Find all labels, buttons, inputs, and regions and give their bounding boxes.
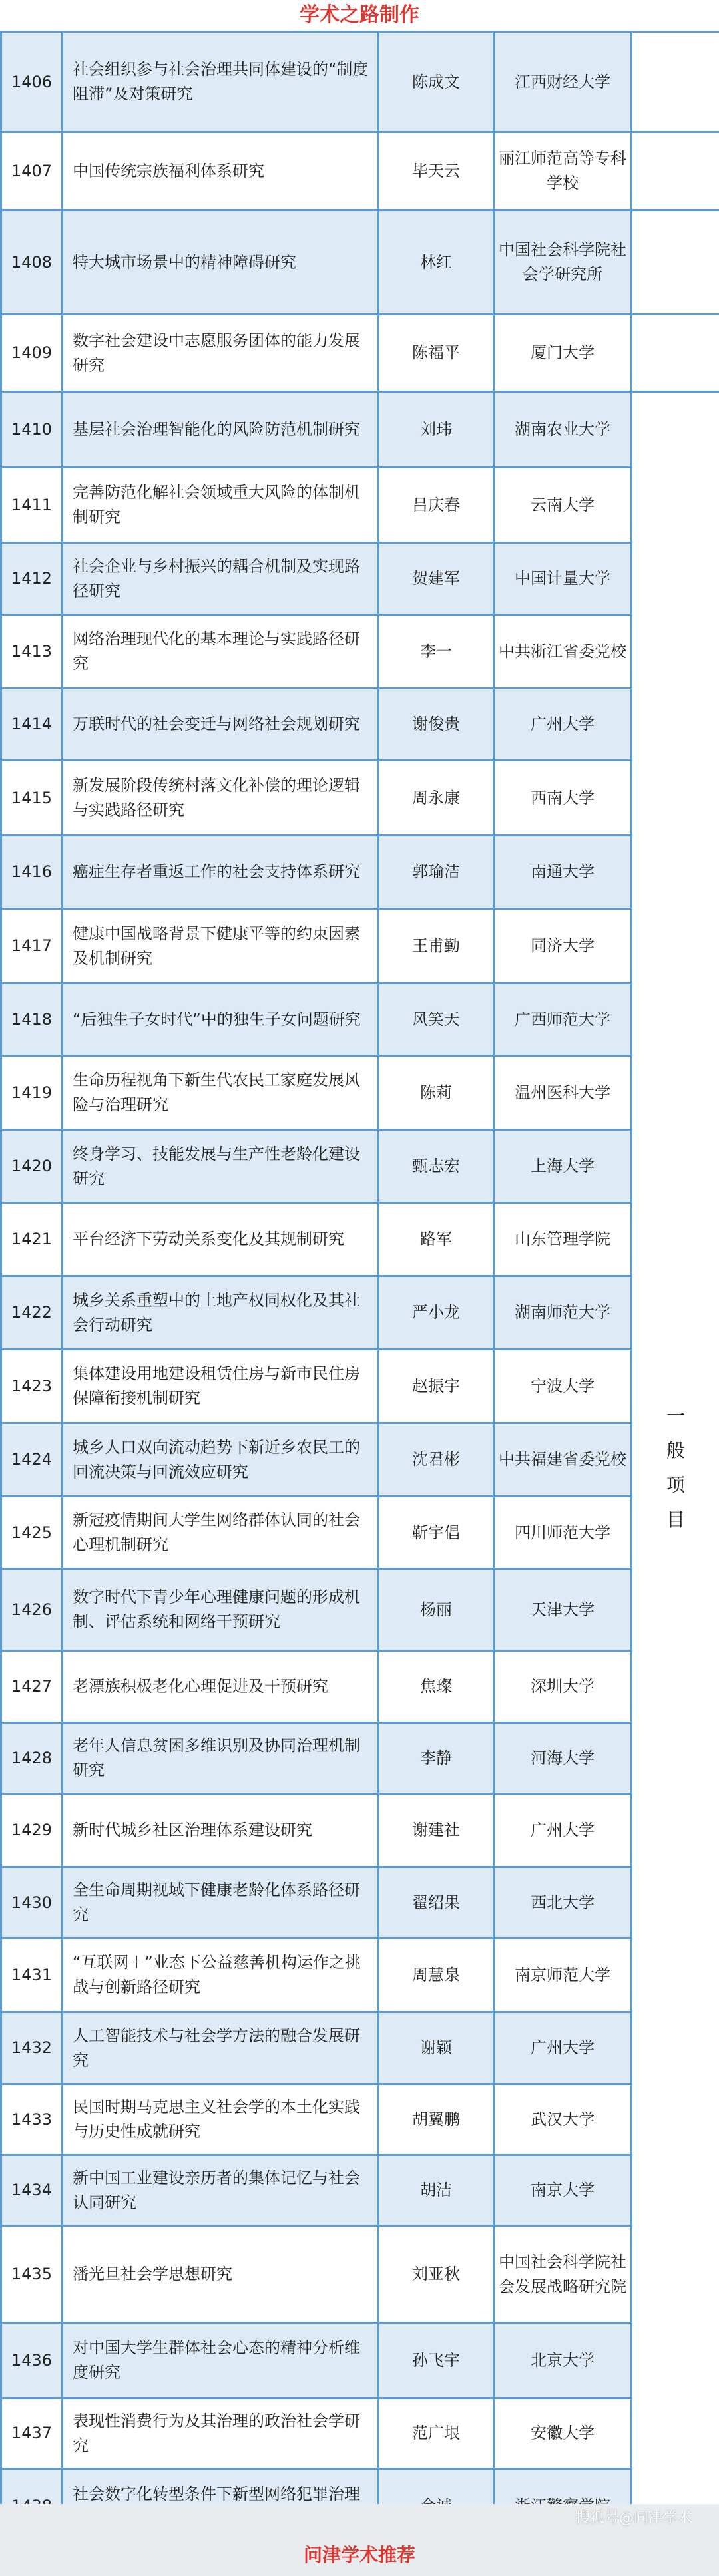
table-row: [1, 2155, 719, 2226]
principal-name: 李静: [379, 1723, 494, 1794]
table-row: [1, 468, 719, 543]
table-row: [1, 1723, 719, 1794]
institution: 中共浙江省委党校: [494, 615, 632, 689]
project-title: 社会企业与乡村振兴的耦合机制及实现路径研究: [63, 543, 379, 615]
institution: 中国计量大学: [494, 543, 632, 615]
project-title: “互联网＋”业态下公益慈善机构运作之挑战与创新路径研究: [63, 1938, 379, 2012]
principal-name: 胡洁: [379, 2155, 494, 2226]
project-id: 1411: [1, 468, 63, 543]
principal-name: 谢颖: [379, 2012, 494, 2084]
table-row: [1, 1350, 719, 1423]
table-row: [1, 1569, 719, 1651]
footer-title: 问津学术推荐: [303, 2544, 415, 2566]
table-row: [1, 984, 719, 1056]
table-row: [1, 1497, 719, 1569]
project-title: 癌症生存者重返工作的社会支持体系研究: [63, 836, 379, 909]
project-id: 1407: [1, 132, 63, 210]
table-row: [1, 2323, 719, 2398]
project-id: 1428: [1, 1723, 63, 1794]
principal-name: 翟绍果: [379, 1867, 494, 1938]
principal-name: 沈君彬: [379, 1423, 494, 1497]
principal-name: 靳宇倡: [379, 1497, 494, 1569]
principal-name: 胡翼鹏: [379, 2084, 494, 2155]
project-id: 1433: [1, 2084, 63, 2155]
category-cell: [632, 392, 719, 2545]
project-id: 1421: [1, 1203, 63, 1276]
principal-name: 路军: [379, 1203, 494, 1276]
project-id: 1417: [1, 909, 63, 984]
project-id: 1419: [1, 1056, 63, 1130]
table-row: [1, 132, 719, 210]
institution: 云南大学: [494, 468, 632, 543]
project-id: 1422: [1, 1276, 63, 1350]
project-title: 网络治理现代化的基本理论与实践路径研究: [63, 615, 379, 689]
institution: 湖南农业大学: [494, 392, 632, 468]
table-row: [1, 392, 719, 468]
institution: 南京大学: [494, 2155, 632, 2226]
project-id: 1432: [1, 2012, 63, 2084]
project-title: 新时代城乡社区治理体系建设研究: [63, 1794, 379, 1867]
principal-name: 杨丽: [379, 1569, 494, 1651]
principal-name: 王甫勤: [379, 909, 494, 984]
project-title: 终身学习、技能发展与生产性老龄化建设研究: [63, 1130, 379, 1203]
institution: 北京大学: [494, 2323, 632, 2398]
institution: 四川师范大学: [494, 1497, 632, 1569]
page-title: 学术之路制作: [300, 3, 419, 27]
institution: 厦门大学: [494, 315, 632, 392]
table-row: [1, 2226, 719, 2323]
project-id: 1412: [1, 543, 63, 615]
project-title: 集体建设用地建设租赁住房与新市民住房保障衔接机制研究: [63, 1350, 379, 1423]
principal-name: 谢俊贵: [379, 689, 494, 761]
project-id: 1425: [1, 1497, 63, 1569]
project-title: 新发展阶段传统村落文化补偿的理论逻辑与实践路径研究: [63, 761, 379, 836]
table-row: [1, 2012, 719, 2084]
table-row: [1, 1794, 719, 1867]
project-title: 完善防范化解社会领域重大风险的体制机制研究: [63, 468, 379, 543]
table-row: [1, 32, 719, 132]
table-row: [1, 1276, 719, 1350]
institution: 上海大学: [494, 1130, 632, 1203]
project-id: 1423: [1, 1350, 63, 1423]
principal-name: 陈莉: [379, 1056, 494, 1130]
principal-name: 范广垠: [379, 2398, 494, 2469]
table-row: [1, 1938, 719, 2012]
project-id: 1420: [1, 1130, 63, 1203]
institution: 安徽大学: [494, 2398, 632, 2469]
project-title: 全生命周期视域下健康老龄化体系路径研究: [63, 1867, 379, 1938]
institution: 南通大学: [494, 836, 632, 909]
project-title: 生命历程视角下新生代农民工家庭发展风险与治理研究: [63, 1056, 379, 1130]
project-title: 特大城市场景中的精神障碍研究: [63, 210, 379, 315]
institution: 湖南师范大学: [494, 1276, 632, 1350]
table-row: [1, 761, 719, 836]
project-table: [0, 31, 719, 2545]
institution: 温州医科大学: [494, 1056, 632, 1130]
institution: 西南大学: [494, 761, 632, 836]
institution: 广西师范大学: [494, 984, 632, 1056]
project-title: 对中国大学生群体社会心态的精神分析维度研究: [63, 2323, 379, 2398]
project-id: 1430: [1, 1867, 63, 1938]
project-id: 1406: [1, 32, 63, 132]
institution: 广州大学: [494, 689, 632, 761]
project-title: 数字社会建设中志愿服务团体的能力发展研究: [63, 315, 379, 392]
institution: 中共福建省委党校: [494, 1423, 632, 1497]
institution: 广州大学: [494, 1794, 632, 1867]
project-title: 城乡关系重塑中的土地产权同权化及其社会行动研究: [63, 1276, 379, 1350]
project-id: 1426: [1, 1569, 63, 1651]
institution: 丽江师范高等专科学校: [494, 132, 632, 210]
institution: 天津大学: [494, 1569, 632, 1651]
project-title: 社会组织参与社会治理共同体建设的“制度阻滞”及对策研究: [63, 32, 379, 132]
principal-name: 刘玮: [379, 392, 494, 468]
project-title: 中国传统宗族福利体系研究: [63, 132, 379, 210]
principal-name: 焦璨: [379, 1651, 494, 1723]
project-id: 1435: [1, 2226, 63, 2323]
project-id: 1424: [1, 1423, 63, 1497]
institution: 深圳大学: [494, 1651, 632, 1723]
project-id: 1431: [1, 1938, 63, 2012]
project-id: 1410: [1, 392, 63, 468]
table-row: [1, 615, 719, 689]
project-title: 社会数字化转型条件下新型网络犯罪治理: [63, 2469, 379, 2545]
principal-name: 风笑天: [379, 984, 494, 1056]
project-id: 1437: [1, 2398, 63, 2469]
principal-name: 谢建社: [379, 1794, 494, 1867]
project-id: 1409: [1, 315, 63, 392]
table-row: [1, 1651, 719, 1723]
project-title: 基层社会治理智能化的风险防范机制研究: [63, 392, 379, 468]
principal-name: 孙飞宇: [379, 2323, 494, 2398]
principal-name: 甄志宏: [379, 1130, 494, 1203]
principal-name: 陈成文: [379, 32, 494, 132]
table-row: [1, 210, 719, 315]
category-cell-empty: [632, 32, 719, 132]
project-id: 1427: [1, 1651, 63, 1723]
principal-name: 刘亚秋: [379, 2226, 494, 2323]
principal-name: 贺建军: [379, 543, 494, 615]
principal-name: 毕天云: [379, 132, 494, 210]
institution: 南京师范大学: [494, 1938, 632, 2012]
table-row: [1, 1130, 719, 1203]
category-cell-empty: [632, 315, 719, 392]
project-title: 老年人信息贫困多维识别及协同治理机制研究: [63, 1723, 379, 1794]
table-row: [1, 2084, 719, 2155]
project-title: 平台经济下劳动关系变化及其规制研究: [63, 1203, 379, 1276]
table-row: [1, 1056, 719, 1130]
project-id: 1436: [1, 2323, 63, 2398]
project-id: 1434: [1, 2155, 63, 2226]
watermark: 搜狐号@问津学术: [575, 2510, 692, 2527]
institution: 中国社会科学院社会学研究所: [494, 210, 632, 315]
principal-name: 周永康: [379, 761, 494, 836]
institution: 河海大学: [494, 1723, 632, 1794]
project-title: 老漂族积极老化心理促进及干预研究: [63, 1651, 379, 1723]
table-row: [1, 315, 719, 392]
project-id: 1429: [1, 1794, 63, 1867]
institution: 中国社会科学院社会发展战略研究院: [494, 2226, 632, 2323]
table-row: [1, 1203, 719, 1276]
table-row: [1, 689, 719, 761]
institution: 西北大学: [494, 1867, 632, 1938]
project-title: 万联时代的社会变迁与网络社会规划研究: [63, 689, 379, 761]
project-title: “后独生子女时代”中的独生子女问题研究: [63, 984, 379, 1056]
project-title: 潘光旦社会学思想研究: [63, 2226, 379, 2323]
table-row: [1, 2398, 719, 2469]
project-id: 1415: [1, 761, 63, 836]
principal-name: 林红: [379, 210, 494, 315]
principal-name: 李一: [379, 615, 494, 689]
project-title: 新中国工业建设亲历者的集体记忆与社会认同研究: [63, 2155, 379, 2226]
institution: 同济大学: [494, 909, 632, 984]
project-title: 民国时期马克思主义社会学的本土化实践与历史性成就研究: [63, 2084, 379, 2155]
project-title: 新冠疫情期间大学生网络群体认同的社会心理机制研究: [63, 1497, 379, 1569]
table-row: [1, 543, 719, 615]
project-title: 表现性消费行为及其治理的政治社会学研究: [63, 2398, 379, 2469]
table-row: [1, 1423, 719, 1497]
principal-name: 陈福平: [379, 315, 494, 392]
institution: 宁波大学: [494, 1350, 632, 1423]
project-id: 1414: [1, 689, 63, 761]
project-title: 人工智能技术与社会学方法的融合发展研究: [63, 2012, 379, 2084]
institution: 武汉大学: [494, 2084, 632, 2155]
project-title: 数字时代下青少年心理健康问题的形成机制、评估系统和网络干预研究: [63, 1569, 379, 1651]
category-cell-empty: [632, 132, 719, 210]
project-id: 1416: [1, 836, 63, 909]
category-cell-empty: [632, 210, 719, 315]
principal-name: 周慧泉: [379, 1938, 494, 2012]
principal-name: 郭瑜洁: [379, 836, 494, 909]
project-id: 1408: [1, 210, 63, 315]
table-row: [1, 836, 719, 909]
table-row: [1, 1867, 719, 1938]
institution: 广州大学: [494, 2012, 632, 2084]
institution: 江西财经大学: [494, 32, 632, 132]
project-id: 1418: [1, 984, 63, 1056]
project-title: 城乡人口双向流动趋势下新近乡农民工的回流决策与回流效应研究: [63, 1423, 379, 1497]
principal-name: 赵振宇: [379, 1350, 494, 1423]
principal-name: 严小龙: [379, 1276, 494, 1350]
institution: 山东管理学院: [494, 1203, 632, 1276]
principal-name: 吕庆春: [379, 468, 494, 543]
category-label: 一般项目: [666, 1405, 685, 1531]
project-title: 健康中国战略背景下健康平等的约束因素及机制研究: [63, 909, 379, 984]
project-id: 1413: [1, 615, 63, 689]
table-row: [1, 909, 719, 984]
